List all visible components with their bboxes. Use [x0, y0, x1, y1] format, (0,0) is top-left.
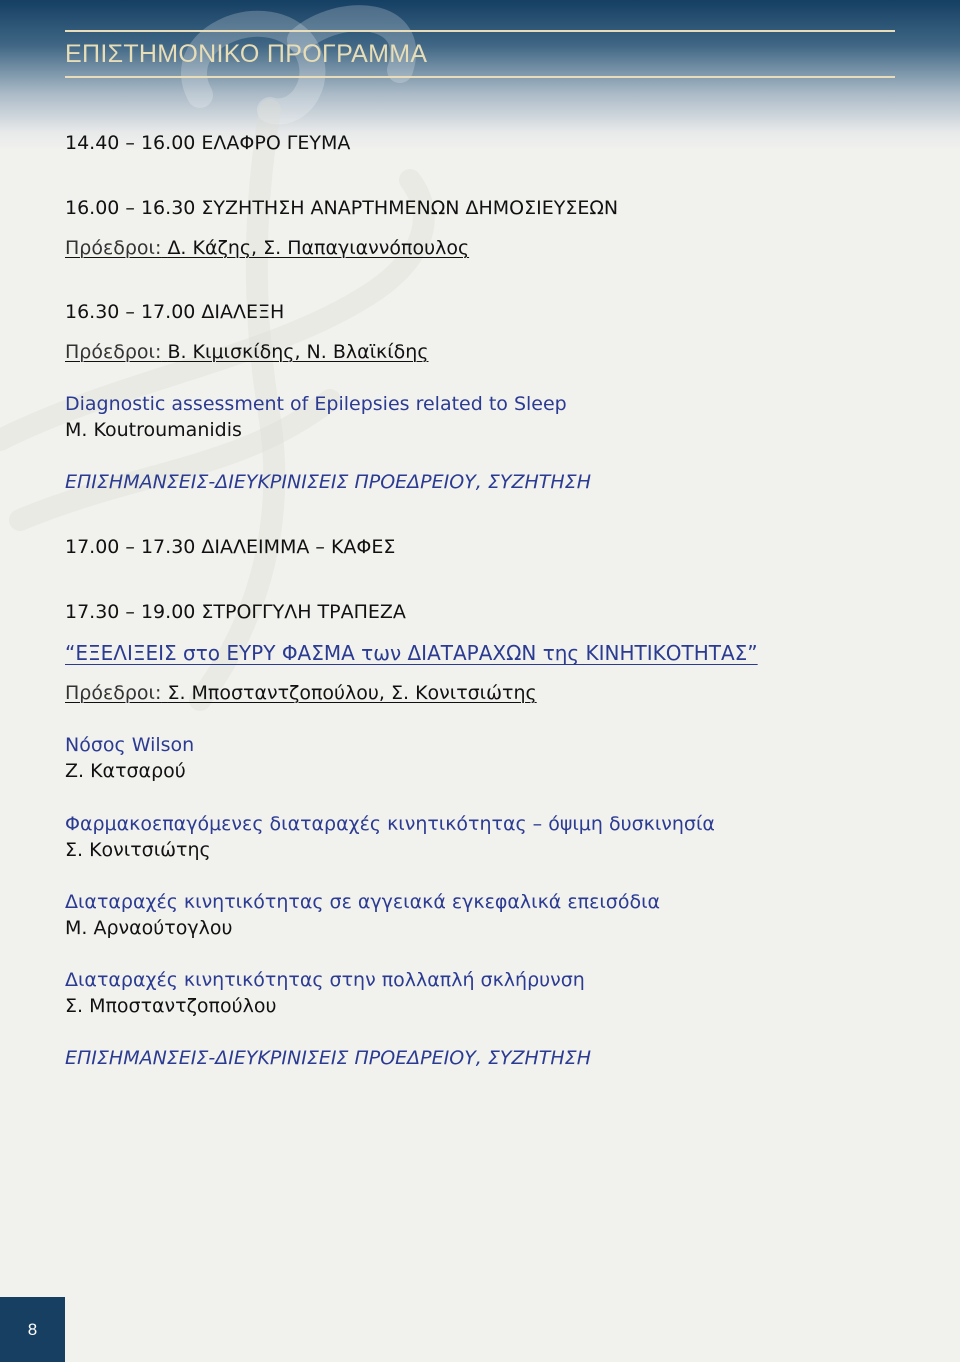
session-posters-chairs — [65, 236, 469, 260]
chair-label: Πρόεδροι: — [65, 341, 162, 363]
page-number: 8 — [0, 1297, 65, 1362]
roundtable-talk-title: Φαρμακοεπαγόμενες διαταραχές κινητικότητας – όψιμη δυσκινησία — [65, 813, 715, 835]
session-lunch: 14.40 – 16.00 ΕΛΑΦΡΟ ΓΕΥΜΑ — [65, 132, 351, 154]
roundtable-talk-speaker: Σ. Μποσταντζοπούλου — [65, 995, 277, 1017]
roundtable-talk-title: Διαταραχές κινητικότητας σε αγγειακά εγκεφαλικά επεισόδια — [65, 891, 661, 913]
chair-label: Πρόεδροι: — [65, 237, 162, 259]
roundtable-title: “ΕΞΕΛΙΞΕΙΣ στο ΕΥΡΥ ΦΑΣΜΑ των ΔΙΑΤΑΡΑΧΩΝ της ΚΙΝΗΤΙΚΟΤΗΤΑΣ” — [65, 641, 758, 665]
lecture-note: ΕΠΙΣΗΜΑΝΣΕΙΣ-ΔΙΕΥΚΡΙΝΙΣΕΙΣ ΠΡΟΕΔΡΕΙΟΥ, ΣΥΖΗΤΗΣΗ — [65, 471, 591, 493]
header-background — [0, 0, 960, 150]
chair-names: Σ. Μποσταντζοπούλου, Σ. Κονιτσιώτης — [167, 682, 537, 704]
roundtable-talk-speaker: Σ. Κονιτσιώτης — [65, 839, 211, 861]
session-posters-heading: 16.00 – 16.30 ΣΥΖΗΤΗΣΗ ΑΝΑΡΤΗΜΕΝΩΝ ΔΗΜΟΣΙΕΥΣΕΩΝ — [65, 197, 619, 219]
roundtable-talk-title: Διαταραχές κινητικότητας στην πολλαπλή σκλήρυνση — [65, 969, 585, 991]
chair-names: Β. Κιμισκίδης, Ν. Βλαϊκίδης — [167, 341, 429, 363]
roundtable-talk-title: Νόσος Wilson — [65, 734, 195, 756]
lecture-talk-title: Diagnostic assessment of Epilepsies related to Sleep — [65, 393, 567, 415]
session-lecture-heading: 16.30 – 17.00 ΔΙΑΛΕΞΗ — [65, 301, 285, 323]
page-title: ΕΠΙΣΤΗΜΟΝΙΚΟ ΠΡΟΓΡΑΜΜΑ — [65, 40, 428, 68]
chair-names: Δ. Κάζης, Σ. Παπαγιαννόπουλος — [167, 237, 470, 259]
roundtable-talk-speaker: Μ. Αρναούτογλου — [65, 917, 233, 939]
session-lecture-chairs — [65, 340, 429, 364]
session-roundtable-heading: 17.30 – 19.00 ΣΤΡΟΓΓΥΛΗ ΤΡΑΠΕΖΑ — [65, 601, 406, 623]
header-rule-top — [65, 30, 895, 32]
session-roundtable-chairs — [65, 681, 537, 705]
lecture-speaker: M. Koutroumanidis — [65, 419, 242, 441]
roundtable-note: ΕΠΙΣΗΜΑΝΣΕΙΣ-ΔΙΕΥΚΡΙΝΙΣΕΙΣ ΠΡΟΕΔΡΕΙΟΥ, ΣΥΖΗΤΗΣΗ — [65, 1047, 591, 1069]
chair-label: Πρόεδροι: — [65, 682, 162, 704]
session-break: 17.00 – 17.30 ΔΙΑΛΕΙΜΜΑ – ΚΑΦΕΣ — [65, 536, 396, 558]
header-rule-bottom — [65, 76, 895, 78]
roundtable-talk-speaker: Ζ. Κατσαρού — [65, 760, 186, 782]
